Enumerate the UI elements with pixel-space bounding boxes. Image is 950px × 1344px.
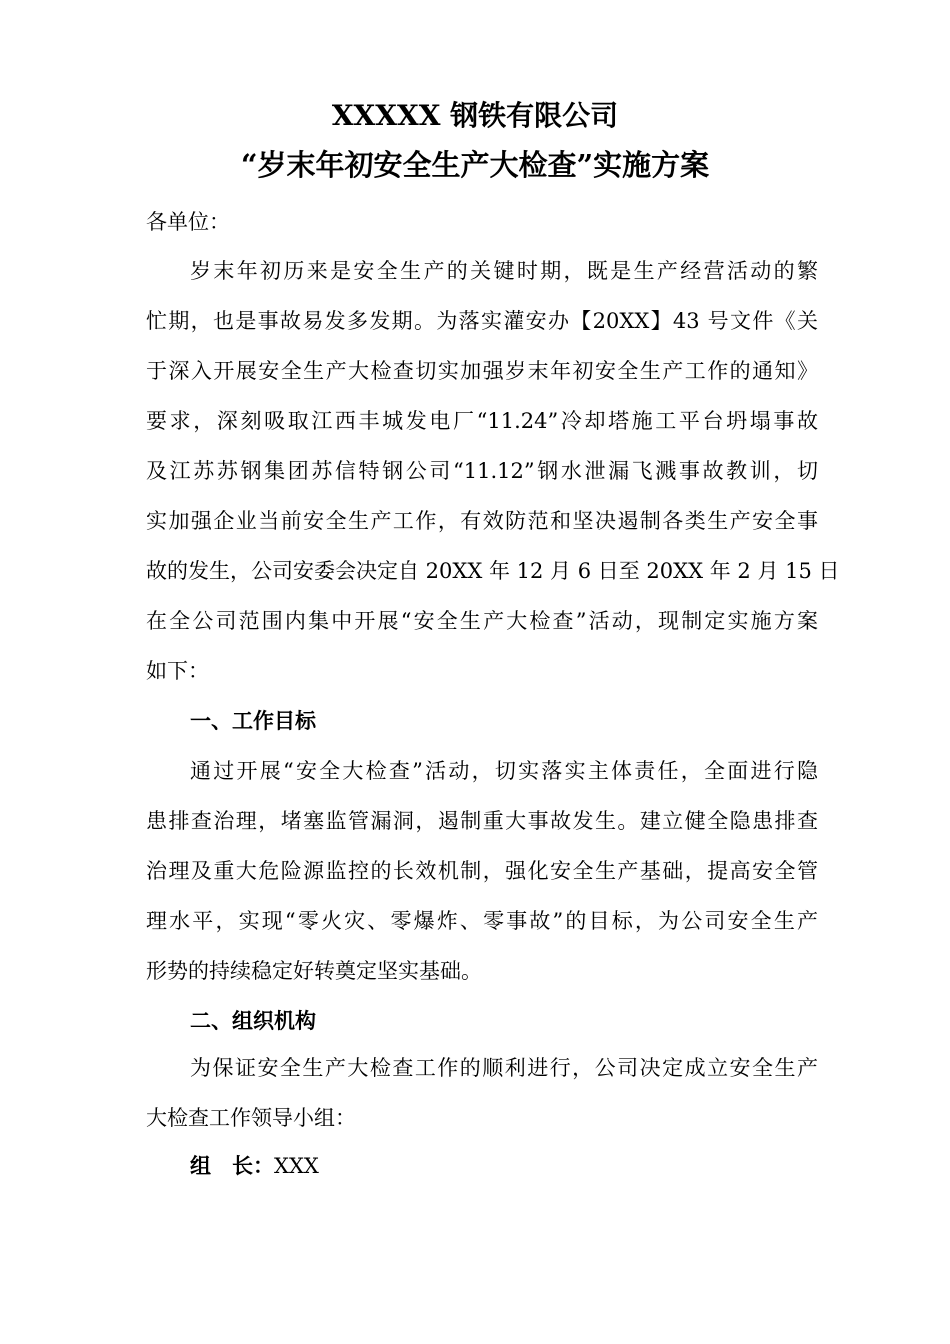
- goals-line-1: 通过开展“安全大检查”活动，切实落实主体责任，全面进行隐: [190, 759, 818, 783]
- intro-line-7: 故的发生，公司安委会决定自 20XX 年 12 月 6 日至 20XX 年 2 月 15 日: [146, 559, 840, 583]
- leader-entry: [190, 1151, 319, 1181]
- leader-name: XXX: [274, 1154, 319, 1178]
- intro-line-6: 实加强企业当前安全生产工作，有效防范和坚决遏制各类生产安全事: [146, 509, 818, 533]
- intro-line-1: 岁末年初历来是安全生产的关键时期，既是生产经营活动的繁: [190, 259, 818, 283]
- document-title-plan: “岁末年初安全生产大检查”实施方案: [240, 148, 710, 182]
- goals-line-3: 治理及重大危险源监控的长效机制，强化安全生产基础，提高安全管: [146, 859, 818, 883]
- document-title-company: XXXXX 钢铁有限公司: [331, 99, 619, 132]
- intro-line-4: 要求，深刻吸取江西丰城发电厂“11.24”冷却塔施工平台坍塌事故: [146, 409, 818, 433]
- intro-line-3: 于深入开展安全生产大检查切实加强岁末年初安全生产工作的通知》: [146, 359, 818, 383]
- intro-line-2: 忙期，也是事故易发多发期。为落实灌安办【20XX】43 号文件《关: [146, 309, 818, 333]
- section-heading-goals: 一、工作目标: [190, 708, 316, 733]
- intro-line-8: 在全公司范围内集中开展“安全生产大检查”活动，现制定实施方案: [146, 609, 818, 633]
- goals-line-4: 理水平，实现“零火灾、零爆炸、零事故”的目标，为公司安全生产: [146, 909, 818, 933]
- organization-line-2: 大检查工作领导小组：: [146, 1106, 356, 1130]
- goals-line-2: 患排查治理，堵塞监管漏洞，遏制重大事故发生。建立健全隐患排查: [146, 809, 818, 833]
- salutation: 各单位：: [146, 210, 230, 234]
- organization-line-1: 为保证安全生产大检查工作的顺利进行，公司决定成立安全生产: [190, 1056, 818, 1080]
- intro-line-5: 及江苏苏钢集团苏信特钢公司“11.12”钢水泄漏飞溅事故教训，切: [146, 459, 818, 483]
- intro-line-9: 如下：: [146, 659, 209, 683]
- leader-role-label: 组 长：: [190, 1153, 274, 1178]
- goals-line-5: 形势的持续稳定好转奠定坚实基础。: [146, 959, 482, 983]
- section-heading-organization: 二、组织机构: [190, 1008, 316, 1033]
